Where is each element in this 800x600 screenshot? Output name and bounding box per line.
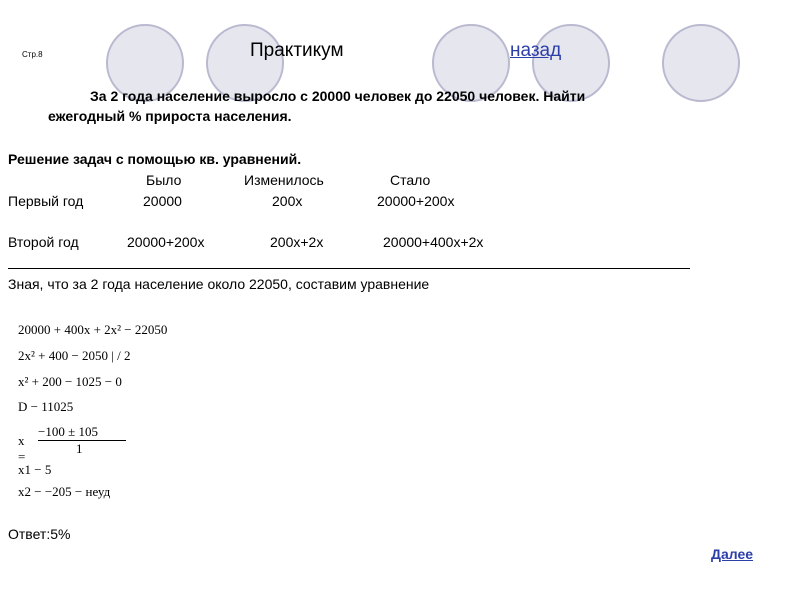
next-link[interactable]: Далее [711, 546, 754, 562]
equation-4: D − 11025 [18, 399, 74, 414]
solution-heading: Решение задач с помощью кв. уравнений. [8, 151, 302, 167]
table-cell: 20000 [143, 193, 182, 209]
equation-3: x² + 200 − 1025 − 0 [18, 374, 122, 389]
equation-1: 20000 + 400x + 2x² − 22050 [18, 322, 168, 337]
table-header-change: Изменилось [244, 172, 324, 188]
fraction-lhs: x = [18, 433, 26, 464]
problem-text-line-1: За 2 года население выросло с 20000 человек до 22050 человек. Найти [90, 88, 586, 104]
answer-text: Ответ:5% [8, 526, 71, 542]
page-number: Стр.8 [22, 50, 43, 59]
table-row-label: Первый год [8, 193, 84, 209]
known-text: Зная, что за 2 года население около 22050, составим уравнение [8, 276, 430, 292]
equation-2: 2x² + 400 − 2050 | / 2 [18, 348, 131, 363]
table-cell: 20000+400x+2x [383, 234, 484, 250]
table-cell: 20000+200x [127, 234, 205, 250]
problem-text-line-2: ежегодный % прироста населения. [48, 108, 292, 124]
fraction-denominator: 1 [76, 441, 83, 456]
table-header-after: Стало [390, 172, 431, 188]
page-title: Практикум [250, 40, 344, 61]
equation-root-1: x1 − 5 [18, 462, 52, 477]
back-link[interactable]: назад [510, 40, 562, 61]
divider-line [8, 268, 690, 269]
table-row-label: Второй год [8, 234, 79, 250]
table-cell: 200x [272, 193, 303, 209]
equation-root-2: x2 − −205 − неуд [18, 484, 111, 499]
table-header-before: Было [146, 172, 182, 188]
decorative-circle [662, 24, 740, 102]
fraction-numerator: −100 ± 105 [38, 424, 98, 439]
table-cell: 200x+2x [270, 234, 324, 250]
table-cell: 20000+200x [377, 193, 455, 209]
